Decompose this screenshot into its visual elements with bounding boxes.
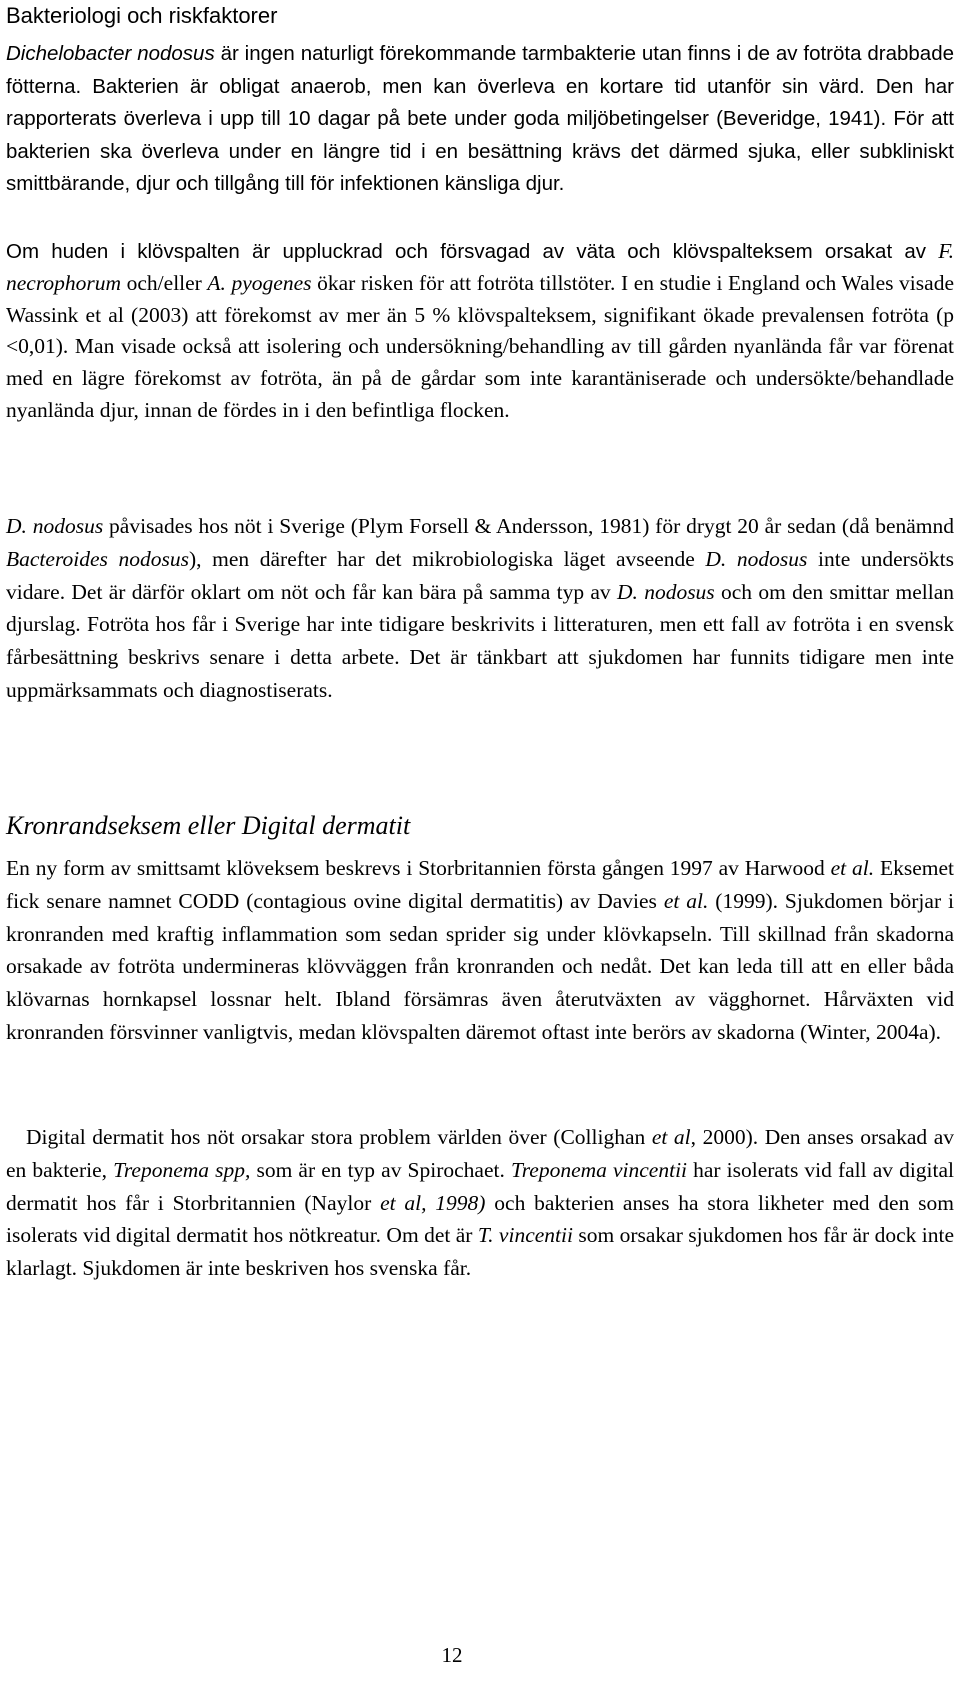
- paragraph-text: och bakterien anses ha stora likheter med den som isolerats vid digital dermatit hos nötkreatur. Om det är: [6, 1190, 954, 1248]
- page-number: 12: [441, 1643, 463, 1667]
- paragraph-text: är ingen naturligt förekommande tarmbakterie utan finns i de av fotröta drabbade fötterna. Bakterien är obligat anaerob, men kan överleva en kortare tid utanför sin värd. Den har rapporterats överleva i upp till 10 dagar på bete under goda miljöbetingelser (Beveridge, 1941). För att bakterien ska överleva under en längre tid i en besättning krävs det därmed sjuka, eller subkliniskt smittbärande, djur och tillgång till för infektionen känsliga djur.: [6, 42, 954, 196]
- paragraph-text: och om den smittar mellan djurslag. Fotröta hos får i Sverige har inte tidigare beskrivits i litteraturen, men ett fall av fotröta i en svensk fårbesättning beskrivs senare i detta arbete. Det är tänkbart att sjukdomen har funnits tidigare men inte uppmärksammats och diagnostiserats.: [6, 579, 955, 702]
- paragraph-text: inte undersökts vidare. Det är därför oklart om nöt och får kan bära på samma typ av: [6, 546, 955, 604]
- paragraph-text: En ny form av smittsamt klöveksem beskrevs i Storbritannien första gången 1997 av Harwood: [6, 856, 831, 880]
- paragraph-text: påvisades hos nöt i Sverige (Plym Forsell & Andersson, 1981) för drygt 20 år sedan (då benämnd: [103, 514, 955, 538]
- species-name: Bacteroides nodosus: [6, 546, 189, 571]
- paragraph-cattle-dermatitis: [6, 1121, 954, 1285]
- paragraph-text: I en studie i England och Wales visade Wassink et al (2003) att förekomst av mer än 5 % klövspalteksem, signifikant ökade prevalensen fotröta (p <0,01). Man visade också att isolering och undersökning/behandling av till gården nyanlända får var förenat med en lägre förekomst av fotröta, än på de gårdar som inte karantäniserade och undersökte/behandlade nyanlända djur, innan de fördes in i den befintliga flocken.: [6, 270, 954, 422]
- paragraph-risk-factors: [6, 236, 954, 427]
- species-name: A. pyogenes: [207, 270, 312, 295]
- paragraph-text: som är en typ av Spirochaet.: [250, 1157, 511, 1182]
- species-name: T. vincentii: [477, 1223, 573, 1248]
- section-heading-bacteriology: Bakteriologi och riskfaktorer: [6, 3, 278, 28]
- species-name: D. nodosus: [705, 546, 808, 571]
- paragraph-codd: [6, 852, 954, 1049]
- paragraph-text: ökar risken för att fotröta tillstöter.: [311, 270, 616, 295]
- paragraph-text: Om huden i klövspalten är uppluckrad och försvagad av väta och klövspalteksem orsakat av: [6, 240, 939, 263]
- citation-etal: et al.: [663, 888, 709, 913]
- paragraph-text: (1999). Sjukdomen börjar i kronranden med kraftig inflammation som sedan sprider sig under klövkapseln. Till skillnad från skadorna orsakade av fotröta undermineras klövväggen från kronranden och nedåt. Det kan leda till att en eller båda klövarnas hornkapsel lossnar helt. Ibland försämras även återutväxten av vägghornet. Hårväxten vid kronranden försvinner vanligtvis, medan klövspalten däremot oftast inte berörs av skadorna (Winter, 2004a).: [6, 888, 954, 1044]
- section-heading-digital-dermatitis: Kronrandseksem eller Digital dermatit: [6, 811, 411, 840]
- species-name: D. nodosus: [6, 514, 104, 538]
- species-name: D. nodosus: [616, 579, 715, 604]
- citation-etal: et al: [651, 1125, 691, 1149]
- paragraph-bacteriology-intro: [6, 38, 954, 201]
- paragraph-text: ), men därefter har det mikrobiologiska läget avseende: [188, 546, 706, 571]
- paragraph-text: , 2000). Den anses orsakad av en bakterie,: [6, 1125, 954, 1182]
- citation-etal: et al.: [830, 856, 875, 880]
- species-name: Treponema spp,: [113, 1157, 251, 1182]
- paragraph-sweden-history: [6, 510, 954, 707]
- paragraph-text: som orsakar sjukdomen hos får är dock inte klarlagt. Sjukdomen är inte beskriven hos svenska får.: [6, 1223, 954, 1281]
- paragraph-text: har isolerats vid fall av digital dermatit hos får i Storbritannien (Naylor: [6, 1157, 955, 1215]
- paragraph-text: och/eller: [121, 270, 208, 295]
- species-name: Treponema vincentii: [510, 1157, 688, 1182]
- paragraph-text: Digital dermatit hos nöt orsakar stora problem världen över (Collighan: [26, 1125, 652, 1149]
- species-name: F. necrophorum: [6, 239, 954, 295]
- species-name: Dichelobacter nodosus: [6, 42, 215, 65]
- citation-etal: et al, 1998): [380, 1190, 486, 1215]
- paragraph-text: Eksemet fick senare namnet CODD (contagious ovine digital dermatitis) av Davies: [6, 856, 954, 913]
